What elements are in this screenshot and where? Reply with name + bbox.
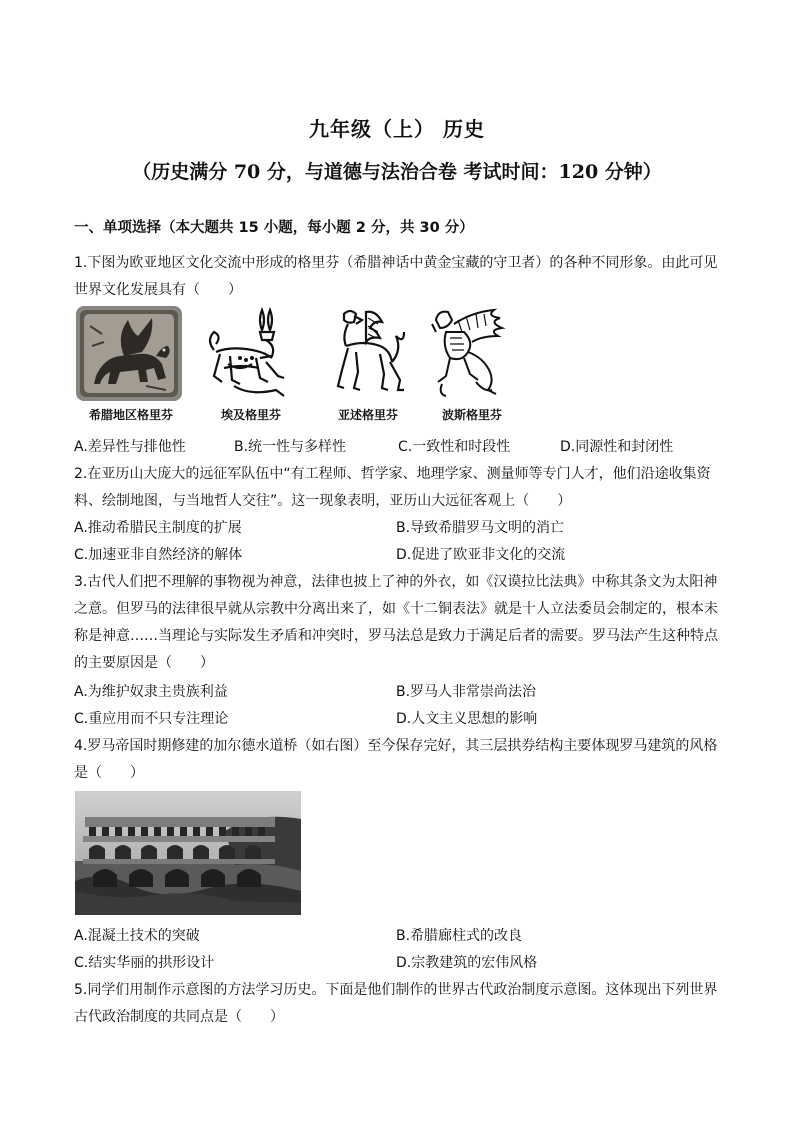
q1-option-b[interactable]: B.统一性与多样性 [234,439,347,455]
q1-option-c[interactable]: C.一致性和时段性 [398,439,511,455]
q3-stem-line4: 的主要原因是（ ） [74,655,214,671]
q3-stem-line1: 3.古代人们把不理解的事物视为神意，法律也披上了神的外衣，如《汉谟拉比法典》中称其条文为太阳神 [74,574,718,590]
q1-option-d[interactable]: D.同源性和封闭性 [560,439,674,455]
q2-stem-line1: 2.在亚历山大庞大的远征军队伍中“有工程师、哲学家、地理学家、测量师等专门人才，他们沿途收集资 [74,466,711,482]
q5-stem-line1: 5.同学们用制作示意图的方法学习历史。下面是他们制作的世界古代政治制度示意图。这体现出下列世界 [74,982,718,998]
q2-stem-line2: 料、绘制地图，与当地哲人交往”。这一现象表明，亚历山大远征客观上（ ） [74,493,572,509]
q2-option-c[interactable]: C.加速亚非自然经济的解体 [74,547,243,563]
q3-option-a[interactable]: A.为维护奴隶主贵族利益 [74,684,228,700]
persian-griffin-caption: 波斯格里芬 [442,408,503,422]
q1-stem-line1: 1.下图为欧亚地区文化交流中形成的格里芬（希腊神话中黄金宝藏的守卫者）的各种不同形象。由此可见 [74,255,718,271]
q3-option-c[interactable]: C.重应用而不只专注理论 [74,711,229,727]
page-title: 九年级（上） 历史 [309,117,485,141]
q4-option-d[interactable]: D.宗教建筑的宏伟风格 [396,955,538,971]
greek-griffin-caption: 希腊地区格里芬 [89,408,174,422]
q4-option-b[interactable]: B.希腊廊柱式的改良 [396,928,523,944]
q3-stem-line3: 称是神意……当理论与实际发生矛盾和冲突时，罗马法总是致力于满足后者的需要。罗马法产生这种特点 [74,628,718,644]
q4-stem-line1: 4.罗马帝国时期修建的加尔德水道桥（如右图）至今保存完好，其三层拱券结构主要体现罗马建筑的风格 [74,738,718,754]
section-heading: 一、单项选择（本大题共 15 小题，每小题 2 分，共 30 分） [74,220,474,236]
q4-stem-line2: 是（ ） [74,765,144,781]
q3-stem-line2: 之意。但罗马的法律很早就从宗教中分离出来了，如《十二铜表法》就是十人立法委员会制定的，根本未 [74,601,718,617]
egyptian-griffin-caption: 埃及格里芬 [221,408,282,422]
q4-option-a[interactable]: A.混凝土技术的突破 [74,928,200,944]
q2-option-b[interactable]: B.导致希腊罗马文明的消亡 [396,520,565,536]
q1-stem-line2: 世界文化发展具有（ ） [74,282,242,298]
egyptian-griffin-image [200,306,296,401]
q2-option-a[interactable]: A.推动希腊民主制度的扩展 [74,520,242,536]
assyrian-griffin-image [320,306,410,401]
q5-stem-line2: 古代政治制度的共同点是（ ） [74,1009,284,1025]
q3-option-b[interactable]: B.罗马人非常崇尚法治 [396,684,537,700]
greek-griffin-image [76,306,182,401]
q2-option-d[interactable]: D.促进了欧亚非文化的交流 [396,547,566,563]
q4-option-c[interactable]: C.结实华丽的拱形设计 [74,955,215,971]
q1-option-a[interactable]: A.差异性与排他性 [74,439,186,455]
aqueduct-photo [75,791,301,915]
exam-subtitle: （历史满分 70 分，与道德与法治合卷 考试时间：120 分钟） [132,161,662,183]
persian-griffin-image [428,306,510,401]
q3-option-d[interactable]: D.人文主义思想的影响 [396,711,538,727]
assyrian-griffin-caption: 亚述格里芬 [338,408,399,422]
